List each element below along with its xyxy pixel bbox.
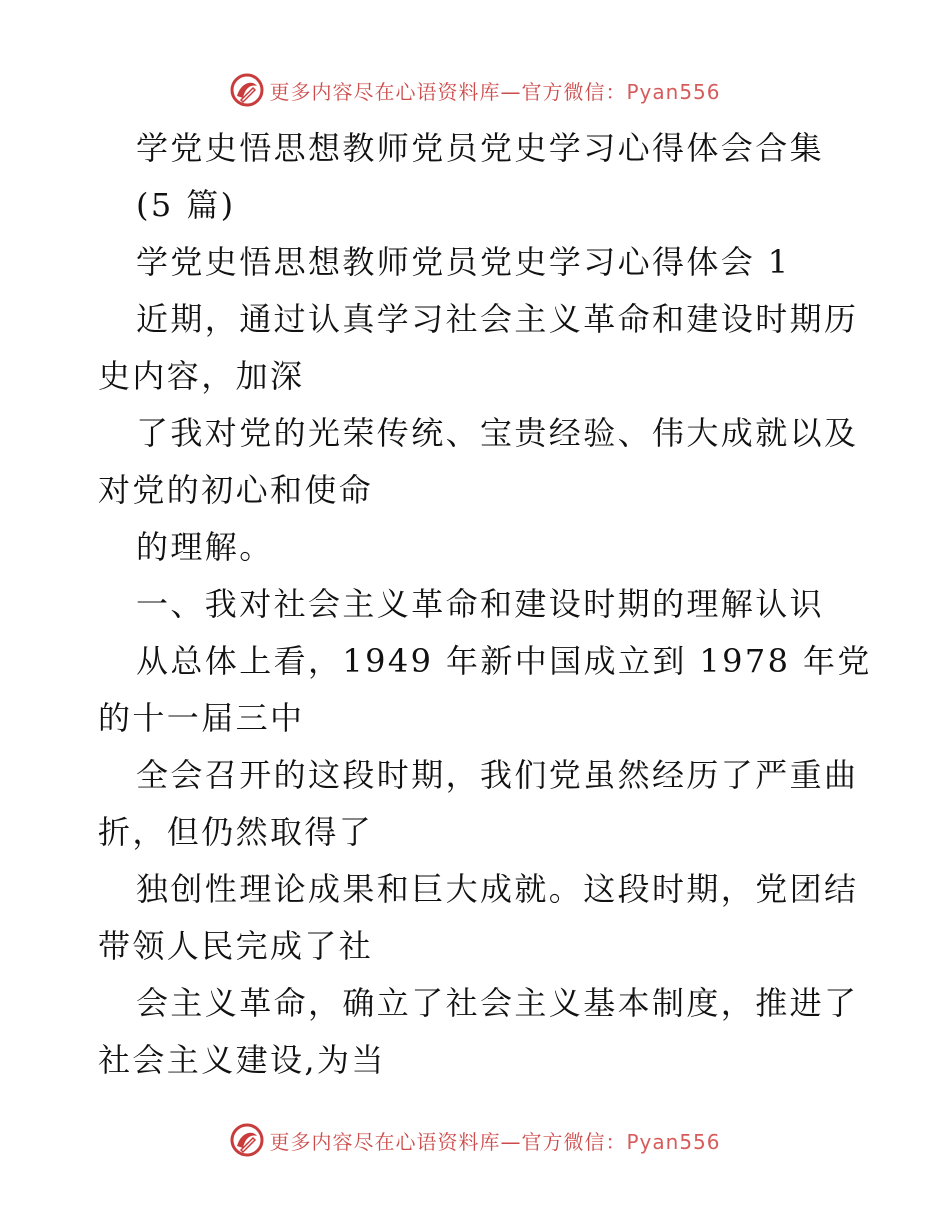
text-line: 的十一届三中 bbox=[98, 699, 305, 737]
red-swirl-logo-icon bbox=[229, 72, 265, 108]
text-line: (5 篇) bbox=[136, 186, 236, 224]
text-line: 一、我对社会主义革命和建设时期的理解认识 bbox=[136, 585, 825, 623]
text-line: 带领人民完成了社 bbox=[98, 927, 374, 965]
text-line: 独创性理论成果和巨大成就。这段时期，党团结 bbox=[136, 870, 859, 908]
red-swirl-logo-icon bbox=[229, 1122, 265, 1158]
text-line: 的理解。 bbox=[136, 528, 274, 566]
banner-text: 更多内容尽在心语资料库—官方微信：Pyan556 bbox=[269, 79, 721, 104]
text-line: 学党史悟思想教师党员党史学习心得体会 1 bbox=[136, 243, 791, 281]
footer-banner bbox=[0, 1120, 950, 1160]
text-line: 学党史悟思想教师党员党史学习心得体会合集 bbox=[136, 129, 825, 167]
wechat-id: Pyan556 bbox=[626, 1129, 721, 1154]
document-body bbox=[98, 120, 872, 1089]
text-line: 对党的初心和使命 bbox=[98, 471, 374, 509]
text-line: 折，但仍然取得了 bbox=[98, 813, 374, 851]
wechat-id: Pyan556 bbox=[626, 79, 721, 104]
text-line: 会主义革命，确立了社会主义基本制度，推进了 bbox=[136, 984, 859, 1022]
text-line: 史内容，加深 bbox=[98, 357, 305, 395]
text-line: 了我对党的光荣传统、宝贵经验、伟大成就以及 bbox=[136, 414, 859, 452]
text-line: 近期，通过认真学习社会主义革命和建设时期历 bbox=[136, 300, 859, 338]
text-line: 社会主义建设,为当 bbox=[98, 1041, 386, 1079]
banner-text: 更多内容尽在心语资料库—官方微信：Pyan556 bbox=[269, 1129, 721, 1154]
text-line: 全会召开的这段时期，我们党虽然经历了严重曲 bbox=[136, 756, 859, 794]
header-banner bbox=[0, 70, 950, 110]
text-line: 从总体上看，1949 年新中国成立到 1978 年党 bbox=[136, 642, 872, 680]
